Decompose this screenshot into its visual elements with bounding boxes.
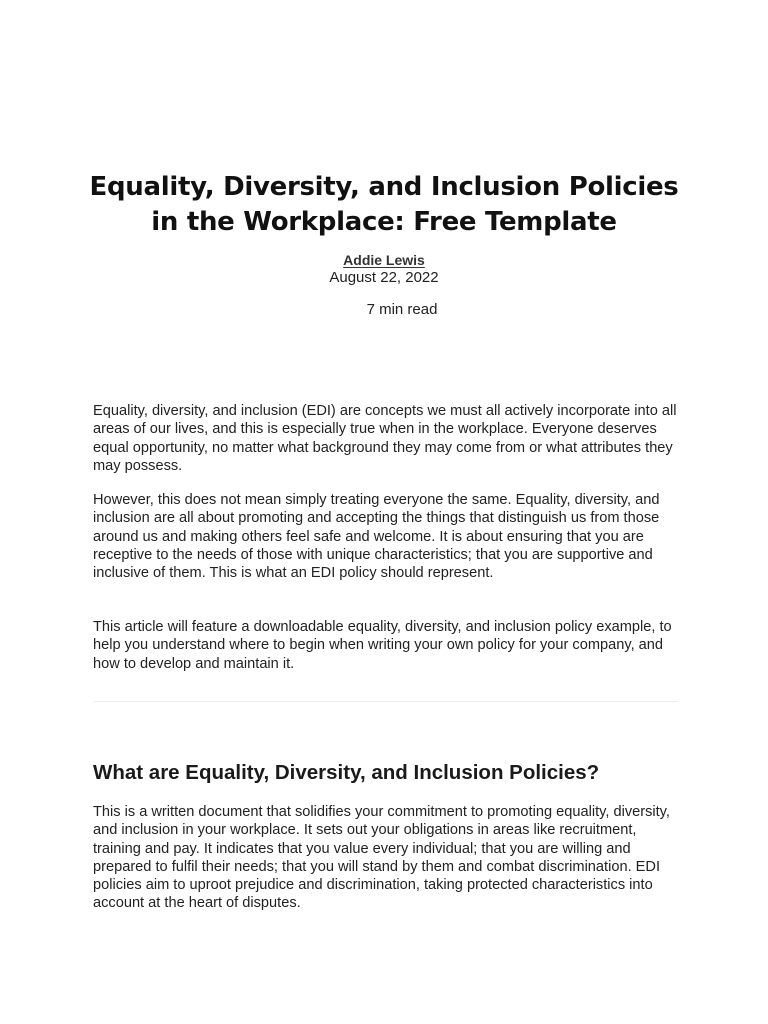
title-line-2: in the Workplace: Free Template	[151, 207, 617, 237]
section-paragraph: This is a written document that solidifies your commitment to promoting equality, diversity, and inclusion in your workplace. It sets out your obligations in areas like recruitment, training and pay. It indicates that you value every individual; that you are willing and prepared to fulfil their needs; that you will stand by them and combat discrimination. EDI policies aim to uproot prejudice and discrimination, taking protected characteristics into account at the heart of disputes.	[93, 804, 670, 912]
intro-paragraph-2: However, this does not mean simply treating everyone the same. Equality, diversity, and inclusion are all about promoting and accepting the things that distinguish us from those around us and making others feel safe and welcome. It is about ensuring that you are receptive to the needs of those with unique characteristics; that you are supportive and inclusive of them. This is what an EDI policy should represent.	[93, 492, 660, 582]
read-time: 7 min read	[366, 301, 438, 318]
intro-paragraph-3: This article will feature a downloadable equality, diversity, and inclusion policy example, to help you understand where to begin when writing your own policy for your company, and how to develop and maintain it.	[93, 619, 672, 672]
publish-date: August 22, 2022	[329, 269, 439, 286]
article-title	[60, 170, 708, 240]
intro-paragraph-1: Equality, diversity, and inclusion (EDI) are concepts we must all actively incorporate into all areas of our lives, and this is especially true when in the workplace. Everyone deserves equal opportunity, no matter what background they may come from or what attributes they may possess.	[93, 403, 677, 474]
author-link[interactable]: Addie Lewis	[343, 252, 425, 268]
section-divider	[93, 701, 678, 702]
section-heading: What are Equality, Diversity, and Inclusion Policies?	[93, 761, 600, 784]
title-line-1: Equality, Diversity, and Inclusion Policies	[89, 172, 679, 202]
